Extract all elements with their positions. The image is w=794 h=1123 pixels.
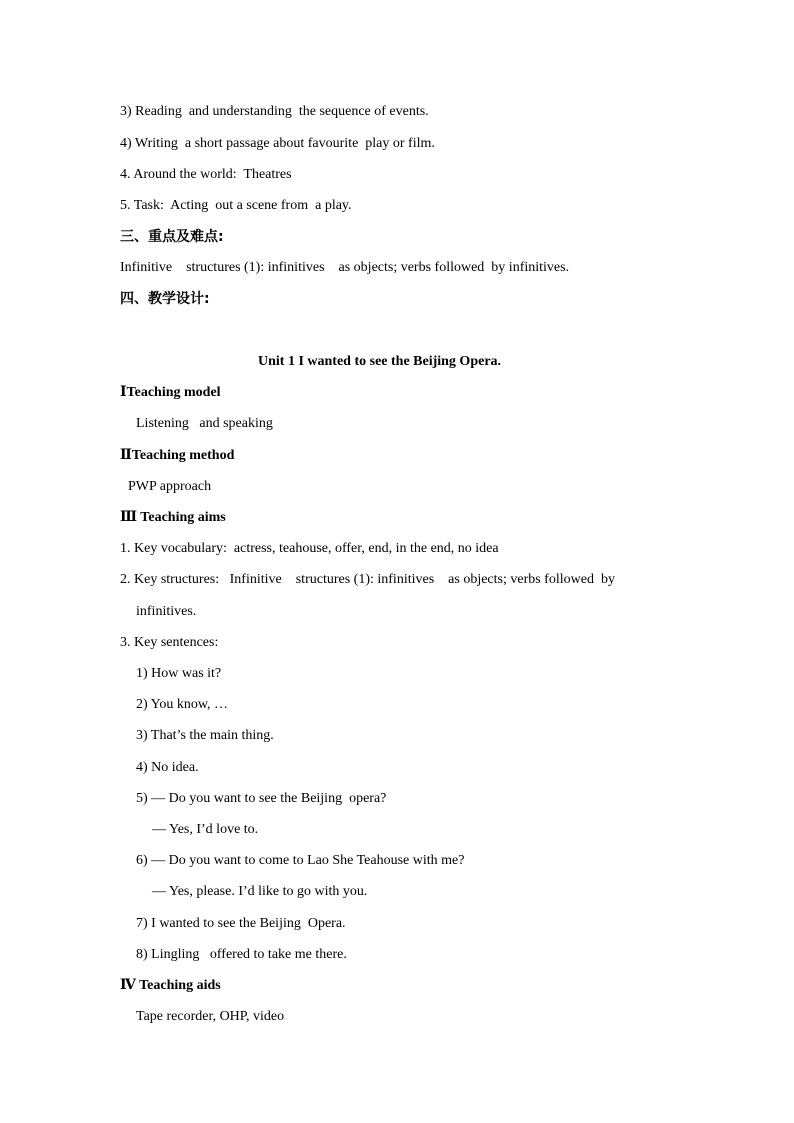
section-teaching-method-title: ⅡTeaching method <box>120 448 235 463</box>
section-teaching-aids-text: Tape recorder, OHP, video <box>136 1009 285 1024</box>
section-teaching-model-text: Listening and speaking <box>136 416 273 431</box>
sentence-2: 2) You know, … <box>136 697 229 712</box>
section-teaching-aims-title: Ⅲ Teaching aims <box>120 510 226 525</box>
sentence-5-reply: — Yes, I’d love to. <box>152 822 259 837</box>
sentence-8: 8) Lingling offered to take me there. <box>136 947 347 962</box>
aim-key-structures: 2. Key structures: Infinitive structures (1): infinitives as objects; verbs followed by <box>120 572 615 587</box>
section-teaching-model-title: ⅠTeaching model <box>120 385 221 400</box>
key-points-text: Infinitive structures (1): infinitives as objects; verbs followed by infinitives. <box>120 260 570 275</box>
aim-key-vocabulary: 1. Key vocabulary: actress, teahouse, offer, end, in the end, no idea <box>120 541 499 556</box>
sentence-4: 4) No idea. <box>136 760 199 775</box>
objective-reading: 3) Reading and understanding the sequence of events. <box>120 104 429 119</box>
sentence-5: 5) — Do you want to see the Beijing opera? <box>136 791 387 806</box>
section-teaching-aids-title: Ⅳ Teaching aids <box>120 978 221 993</box>
objective-around-world: 4. Around the world: Theatres <box>120 167 292 182</box>
sentence-6-reply: — Yes, please. I’d like to go with you. <box>152 884 368 899</box>
sentence-3: 3) That’s the main thing. <box>136 728 274 743</box>
sentence-6: 6) — Do you want to come to Lao She Teahouse with me? <box>136 853 465 868</box>
aim-key-sentences: 3. Key sentences: <box>120 635 219 650</box>
objective-task: 5. Task: Acting out a scene from a play. <box>120 198 352 213</box>
heading-teaching-design: 四、教学设计: <box>120 291 210 307</box>
objective-writing: 4) Writing a short passage about favourite play or film. <box>120 136 435 151</box>
aim-key-structures-cont: infinitives. <box>136 604 197 619</box>
sentence-1: 1) How was it? <box>136 666 222 681</box>
heading-key-points: 三、重点及难点: <box>120 229 224 245</box>
sentence-7: 7) I wanted to see the Beijing Opera. <box>136 916 346 931</box>
unit-title: Unit 1 I wanted to see the Beijing Opera. <box>258 354 502 369</box>
section-teaching-method-text: PWP approach <box>128 479 212 494</box>
